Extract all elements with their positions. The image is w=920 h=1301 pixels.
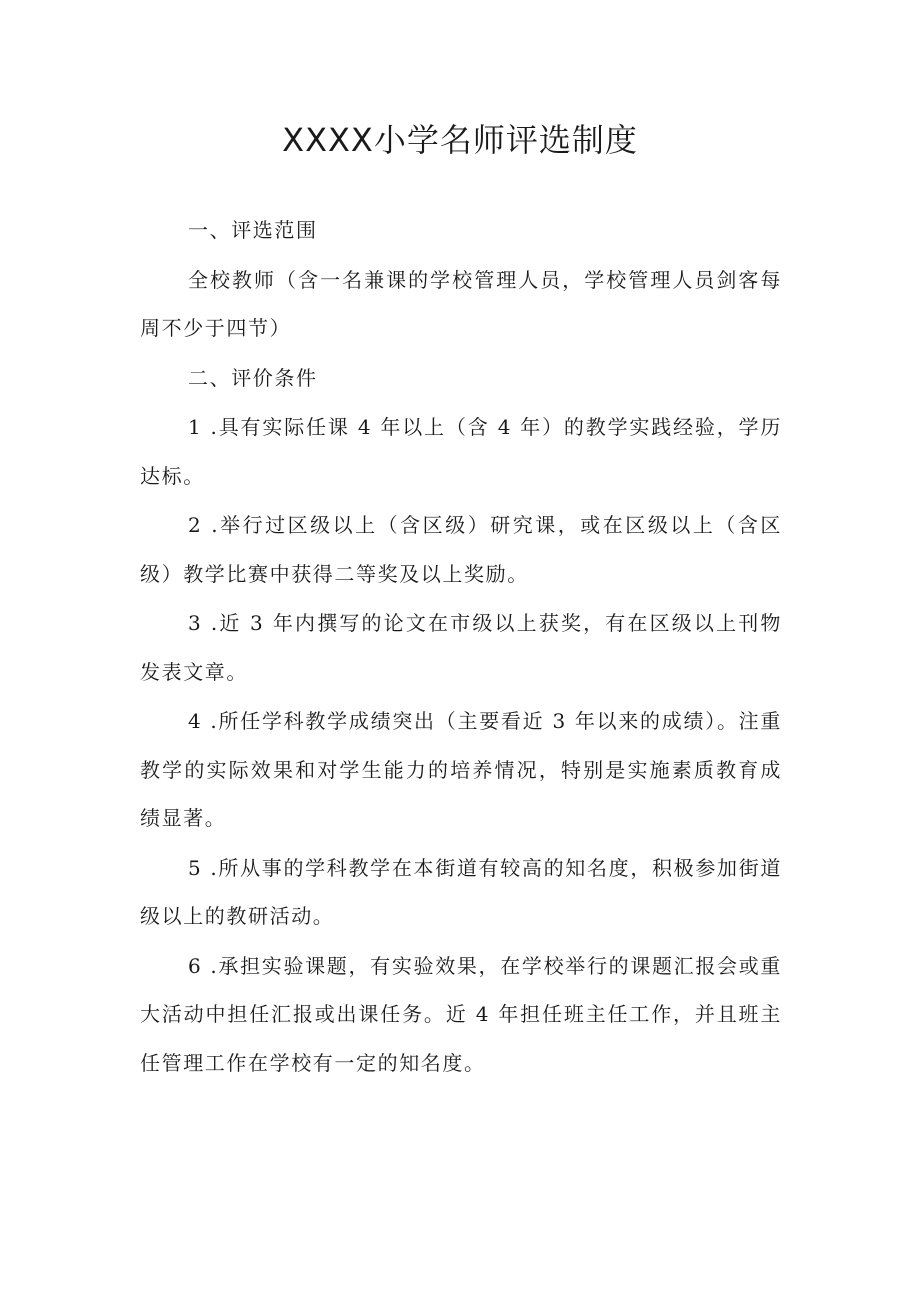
criteria-item-6: 6 .承担实验课题，有实验效果，在学校举行的课题汇报会或重大活动中担任汇报或出课任务。近 4 年担任班主任工作，并且班主任管理工作在学校有一定的知名度。: [140, 953, 782, 1075]
criteria-item-2: 2 .举行过区级以上（含区级）研究课，或在区级以上（含区级）教学比赛中获得二等奖及以上奖励。: [140, 513, 782, 586]
section-heading-scope: 一、评选范围: [188, 218, 318, 242]
criteria-item-1: 1 .具有实际任课 4 年以上（含 4 年）的教学实践经验，学历达标。: [140, 415, 782, 488]
document-body: [140, 206, 782, 1088]
criteria-item-3: 3 .近 3 年内撰写的论文在市级以上获奖，有在区级以上刊物发表文章。: [140, 611, 782, 684]
criteria-item-5: 5 .所从事的学科教学在本街道有较高的知名度，积极参加街道级以上的教研活动。: [140, 855, 782, 928]
document-title: XXXX小学名师评选制度: [282, 121, 638, 159]
criteria-item-4: 4 .所任学科教学成绩突出（主要看近 3 年以来的成绩）。注重教学的实际效果和对学生能力的培养情况，特别是实施素质教育成绩显著。: [140, 709, 782, 830]
paragraph-scope: 全校教师（含一名兼课的学校管理人员，学校管理人员剑客每周不少于四节）: [140, 267, 782, 340]
section-heading-criteria: 二、评价条件: [188, 365, 318, 390]
